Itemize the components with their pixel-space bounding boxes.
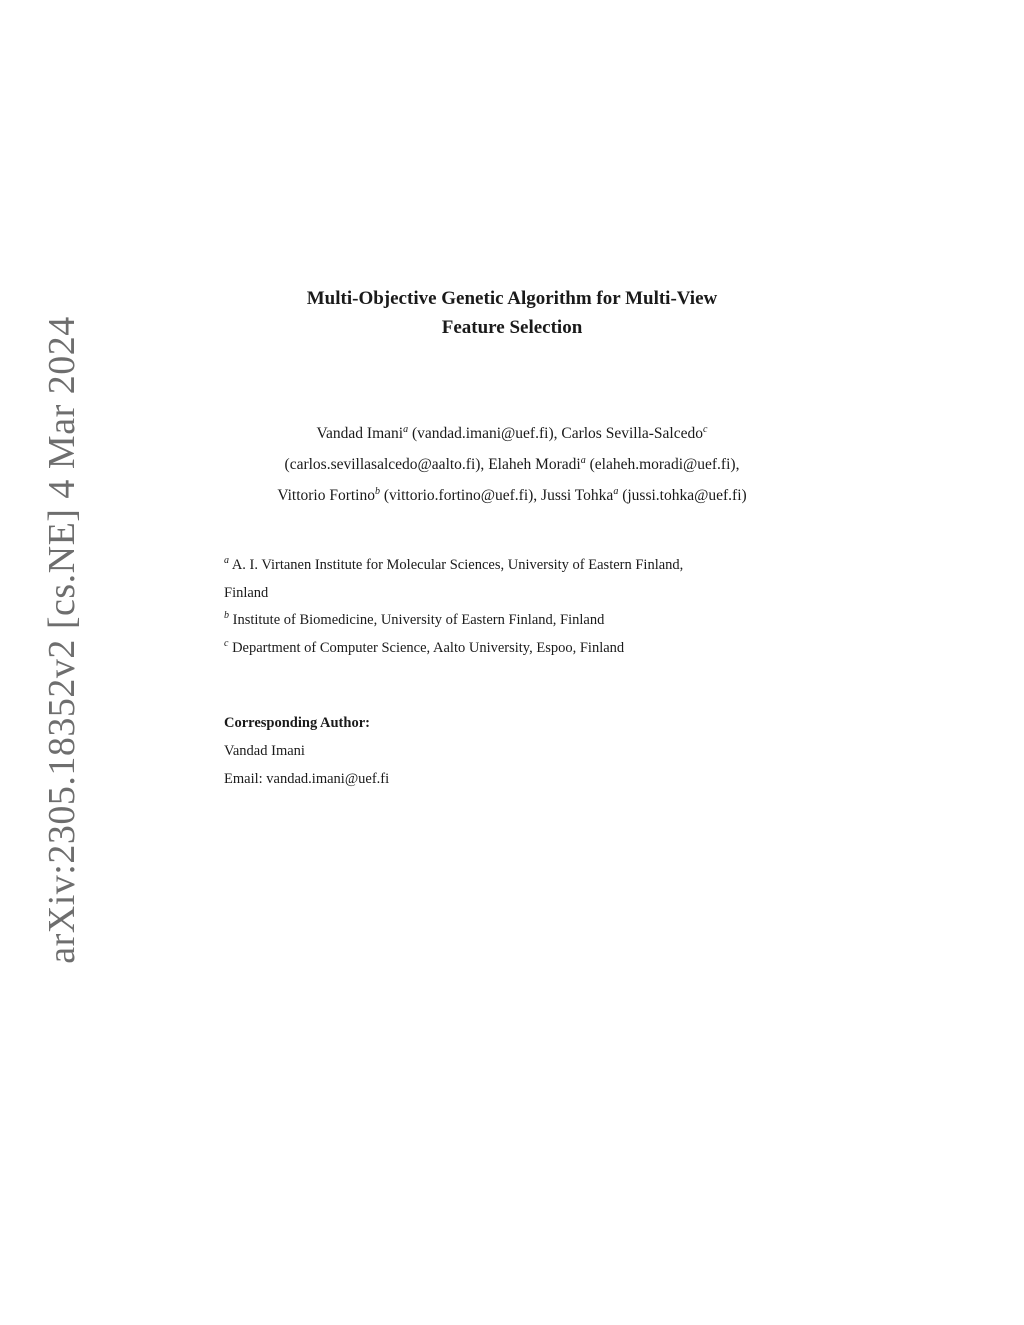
author-email: (elaheh.moradi@uef.fi),	[589, 456, 740, 473]
affiliation-list	[224, 552, 784, 662]
author-affiliation-mark: a	[580, 455, 586, 466]
author-affiliation-mark: c	[702, 424, 708, 435]
affiliation-c	[224, 635, 784, 663]
affiliation-mark: b	[224, 610, 229, 621]
author-line-2	[0, 449, 1024, 480]
author-line-1	[0, 418, 1024, 449]
author-name: Elaheh Moradi	[488, 456, 581, 473]
author-affiliation-mark: b	[374, 486, 380, 497]
affiliation-a	[224, 552, 784, 580]
affiliation-a-continuation: Finland	[224, 584, 269, 601]
author-name: Carlos Sevilla-Salcedo	[561, 425, 703, 442]
author-list	[0, 418, 1024, 511]
corresponding-author-email-row	[224, 765, 389, 793]
affiliation-mark: c	[224, 637, 229, 649]
corresponding-author-heading: Corresponding Author:	[224, 715, 370, 731]
author-email: (vandad.imani@uef.fi),	[411, 425, 558, 442]
email-label: Email:	[224, 771, 263, 787]
corresponding-author-block	[224, 709, 389, 793]
affiliation-text: A. I. Virtanen Institute for Molecular Sciences, University of Eastern Finland,	[231, 557, 684, 573]
affiliation-text: Institute of Biomedicine, University of Eastern Finland, Finland	[232, 612, 605, 628]
author-name: Vandad Imani	[316, 425, 404, 442]
paper-title-line-2: Feature Selection	[441, 317, 583, 338]
author-email: (vittorio.fortino@uef.fi),	[383, 487, 538, 504]
author-email: (carlos.sevillasalcedo@aalto.fi),	[284, 456, 485, 473]
corresponding-author-email: vandad.imani@uef.fi	[266, 771, 390, 787]
author-name: Vittorio Fortino	[277, 487, 375, 504]
author-line-3	[0, 480, 1024, 511]
corresponding-author-name: Vandad Imani	[224, 743, 305, 759]
arxiv-identifier-stamp: arXiv:2305.18352v2 [cs.NE] 4 Mar 2024	[41, 316, 83, 964]
author-affiliation-mark: a	[613, 486, 619, 497]
author-email: (jussi.tohka@uef.fi)	[622, 487, 747, 504]
affiliation-text: Department of Computer Science, Aalto University, Espoo, Finland	[232, 639, 625, 656]
author-name: Jussi Tohka	[541, 487, 614, 504]
paper-title	[0, 284, 1024, 342]
affiliation-b	[224, 607, 784, 635]
author-affiliation-mark: a	[403, 424, 409, 435]
paper-title-line-1: Multi-Objective Genetic Algorithm for Multi-View	[306, 288, 718, 309]
affiliation-mark: a	[224, 555, 229, 566]
